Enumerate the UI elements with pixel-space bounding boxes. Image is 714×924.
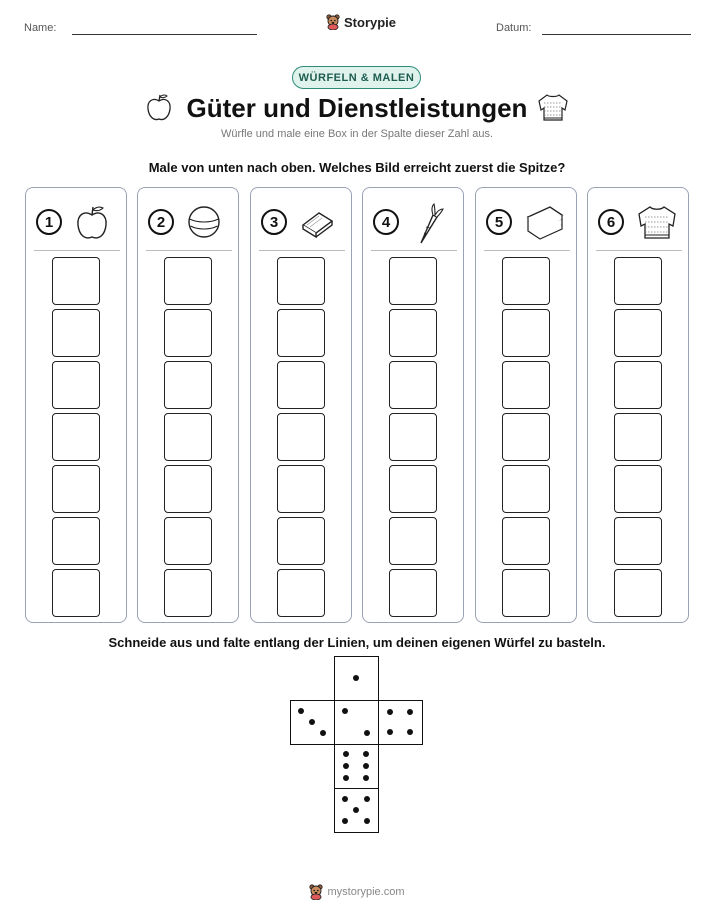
- column-1: [25, 187, 127, 623]
- coloring-box[interactable]: [164, 257, 212, 305]
- column-divider: [34, 250, 120, 251]
- coloring-box[interactable]: [277, 413, 325, 461]
- name-label: Name:: [24, 22, 57, 34]
- coloring-box[interactable]: [502, 361, 550, 409]
- column-2: [137, 187, 239, 623]
- coloring-box[interactable]: [52, 361, 100, 409]
- coloring-box[interactable]: [389, 465, 437, 513]
- coloring-box[interactable]: [502, 569, 550, 617]
- coloring-box[interactable]: [614, 309, 662, 357]
- column-header: [259, 206, 345, 240]
- coloring-box[interactable]: [164, 569, 212, 617]
- column-number: 2: [148, 209, 174, 235]
- coloring-box[interactable]: [164, 517, 212, 565]
- coloring-box[interactable]: [389, 413, 437, 461]
- coloring-instruction: Male von unten nach oben. Welches Bild erreicht zuerst die Spitze?: [148, 160, 566, 175]
- die-face-3: [290, 700, 335, 745]
- apple-icon: [74, 203, 110, 241]
- bear-icon: [309, 884, 323, 900]
- coloring-box[interactable]: [277, 465, 325, 513]
- footer-url: mystorypie.com: [327, 886, 405, 898]
- column-header: [371, 206, 457, 240]
- column-6: [587, 187, 689, 623]
- column-number: 6: [598, 209, 624, 235]
- coloring-box[interactable]: [614, 413, 662, 461]
- coloring-box[interactable]: [502, 309, 550, 357]
- column-number: 5: [486, 209, 512, 235]
- column-3: [250, 187, 352, 623]
- column-number: 3: [261, 209, 287, 235]
- coloring-box[interactable]: [389, 569, 437, 617]
- cut-instruction: Schneide aus und falte entlang der Linien, um deinen eigenen Würfel zu basteln.: [108, 635, 606, 650]
- name-line: [72, 34, 257, 35]
- coloring-box[interactable]: [502, 517, 550, 565]
- die-face-5: [334, 788, 379, 833]
- storypie-logo: [326, 14, 396, 30]
- column-5: [475, 187, 577, 623]
- coloring-box[interactable]: [164, 465, 212, 513]
- ball-icon: [186, 203, 222, 241]
- coloring-box[interactable]: [389, 257, 437, 305]
- column-header: [596, 206, 682, 240]
- column-header: [484, 206, 570, 240]
- coloring-box[interactable]: [277, 257, 325, 305]
- book-icon: [299, 203, 335, 241]
- coloring-box[interactable]: [277, 569, 325, 617]
- date-line: [542, 34, 691, 35]
- column-divider: [371, 250, 457, 251]
- coloring-box[interactable]: [389, 361, 437, 409]
- logo-text: Storypie: [344, 14, 397, 30]
- carrot-icon: [411, 203, 447, 245]
- coloring-box[interactable]: [277, 361, 325, 409]
- die-face-6: [334, 744, 379, 789]
- column-number: 4: [373, 209, 399, 235]
- sandwich-icon: [524, 203, 566, 241]
- column-divider: [146, 250, 232, 251]
- coloring-box[interactable]: [52, 569, 100, 617]
- coloring-box[interactable]: [502, 413, 550, 461]
- die-face-4: [378, 700, 423, 745]
- coloring-box[interactable]: [52, 465, 100, 513]
- column-4: [362, 187, 464, 623]
- coloring-box[interactable]: [614, 465, 662, 513]
- coloring-box[interactable]: [164, 309, 212, 357]
- sweater-icon: [536, 92, 570, 122]
- page-title: Güter und Dienstleistungen: [186, 93, 528, 123]
- die-face-1: [334, 656, 379, 701]
- coloring-box[interactable]: [614, 257, 662, 305]
- die-net: [290, 656, 424, 834]
- page-subtitle: Würfle und male eine Box in der Spalte dieser Zahl aus.: [220, 128, 494, 140]
- column-divider: [259, 250, 345, 251]
- coloring-box[interactable]: [52, 309, 100, 357]
- coloring-box[interactable]: [52, 517, 100, 565]
- coloring-box[interactable]: [164, 413, 212, 461]
- sweater-icon: [636, 203, 678, 241]
- coloring-box[interactable]: [614, 569, 662, 617]
- coloring-box[interactable]: [277, 517, 325, 565]
- coloring-box[interactable]: [614, 361, 662, 409]
- coloring-box[interactable]: [52, 413, 100, 461]
- footer: [0, 884, 714, 900]
- column-number: 1: [36, 209, 62, 235]
- coloring-box[interactable]: [52, 257, 100, 305]
- date-label: Datum:: [496, 22, 532, 34]
- die-face-2: [334, 700, 379, 745]
- coloring-box[interactable]: [502, 465, 550, 513]
- bear-icon: [326, 14, 340, 30]
- worksheet-header: [0, 14, 714, 44]
- column-header: [146, 206, 232, 240]
- coloring-box[interactable]: [502, 257, 550, 305]
- coloring-box[interactable]: [164, 361, 212, 409]
- column-divider: [484, 250, 570, 251]
- coloring-box[interactable]: [614, 517, 662, 565]
- coloring-box[interactable]: [389, 517, 437, 565]
- activity-badge: WÜRFELN & MALEN: [292, 66, 421, 89]
- column-header: [34, 206, 120, 240]
- column-divider: [596, 250, 682, 251]
- coloring-box[interactable]: [277, 309, 325, 357]
- coloring-box[interactable]: [389, 309, 437, 357]
